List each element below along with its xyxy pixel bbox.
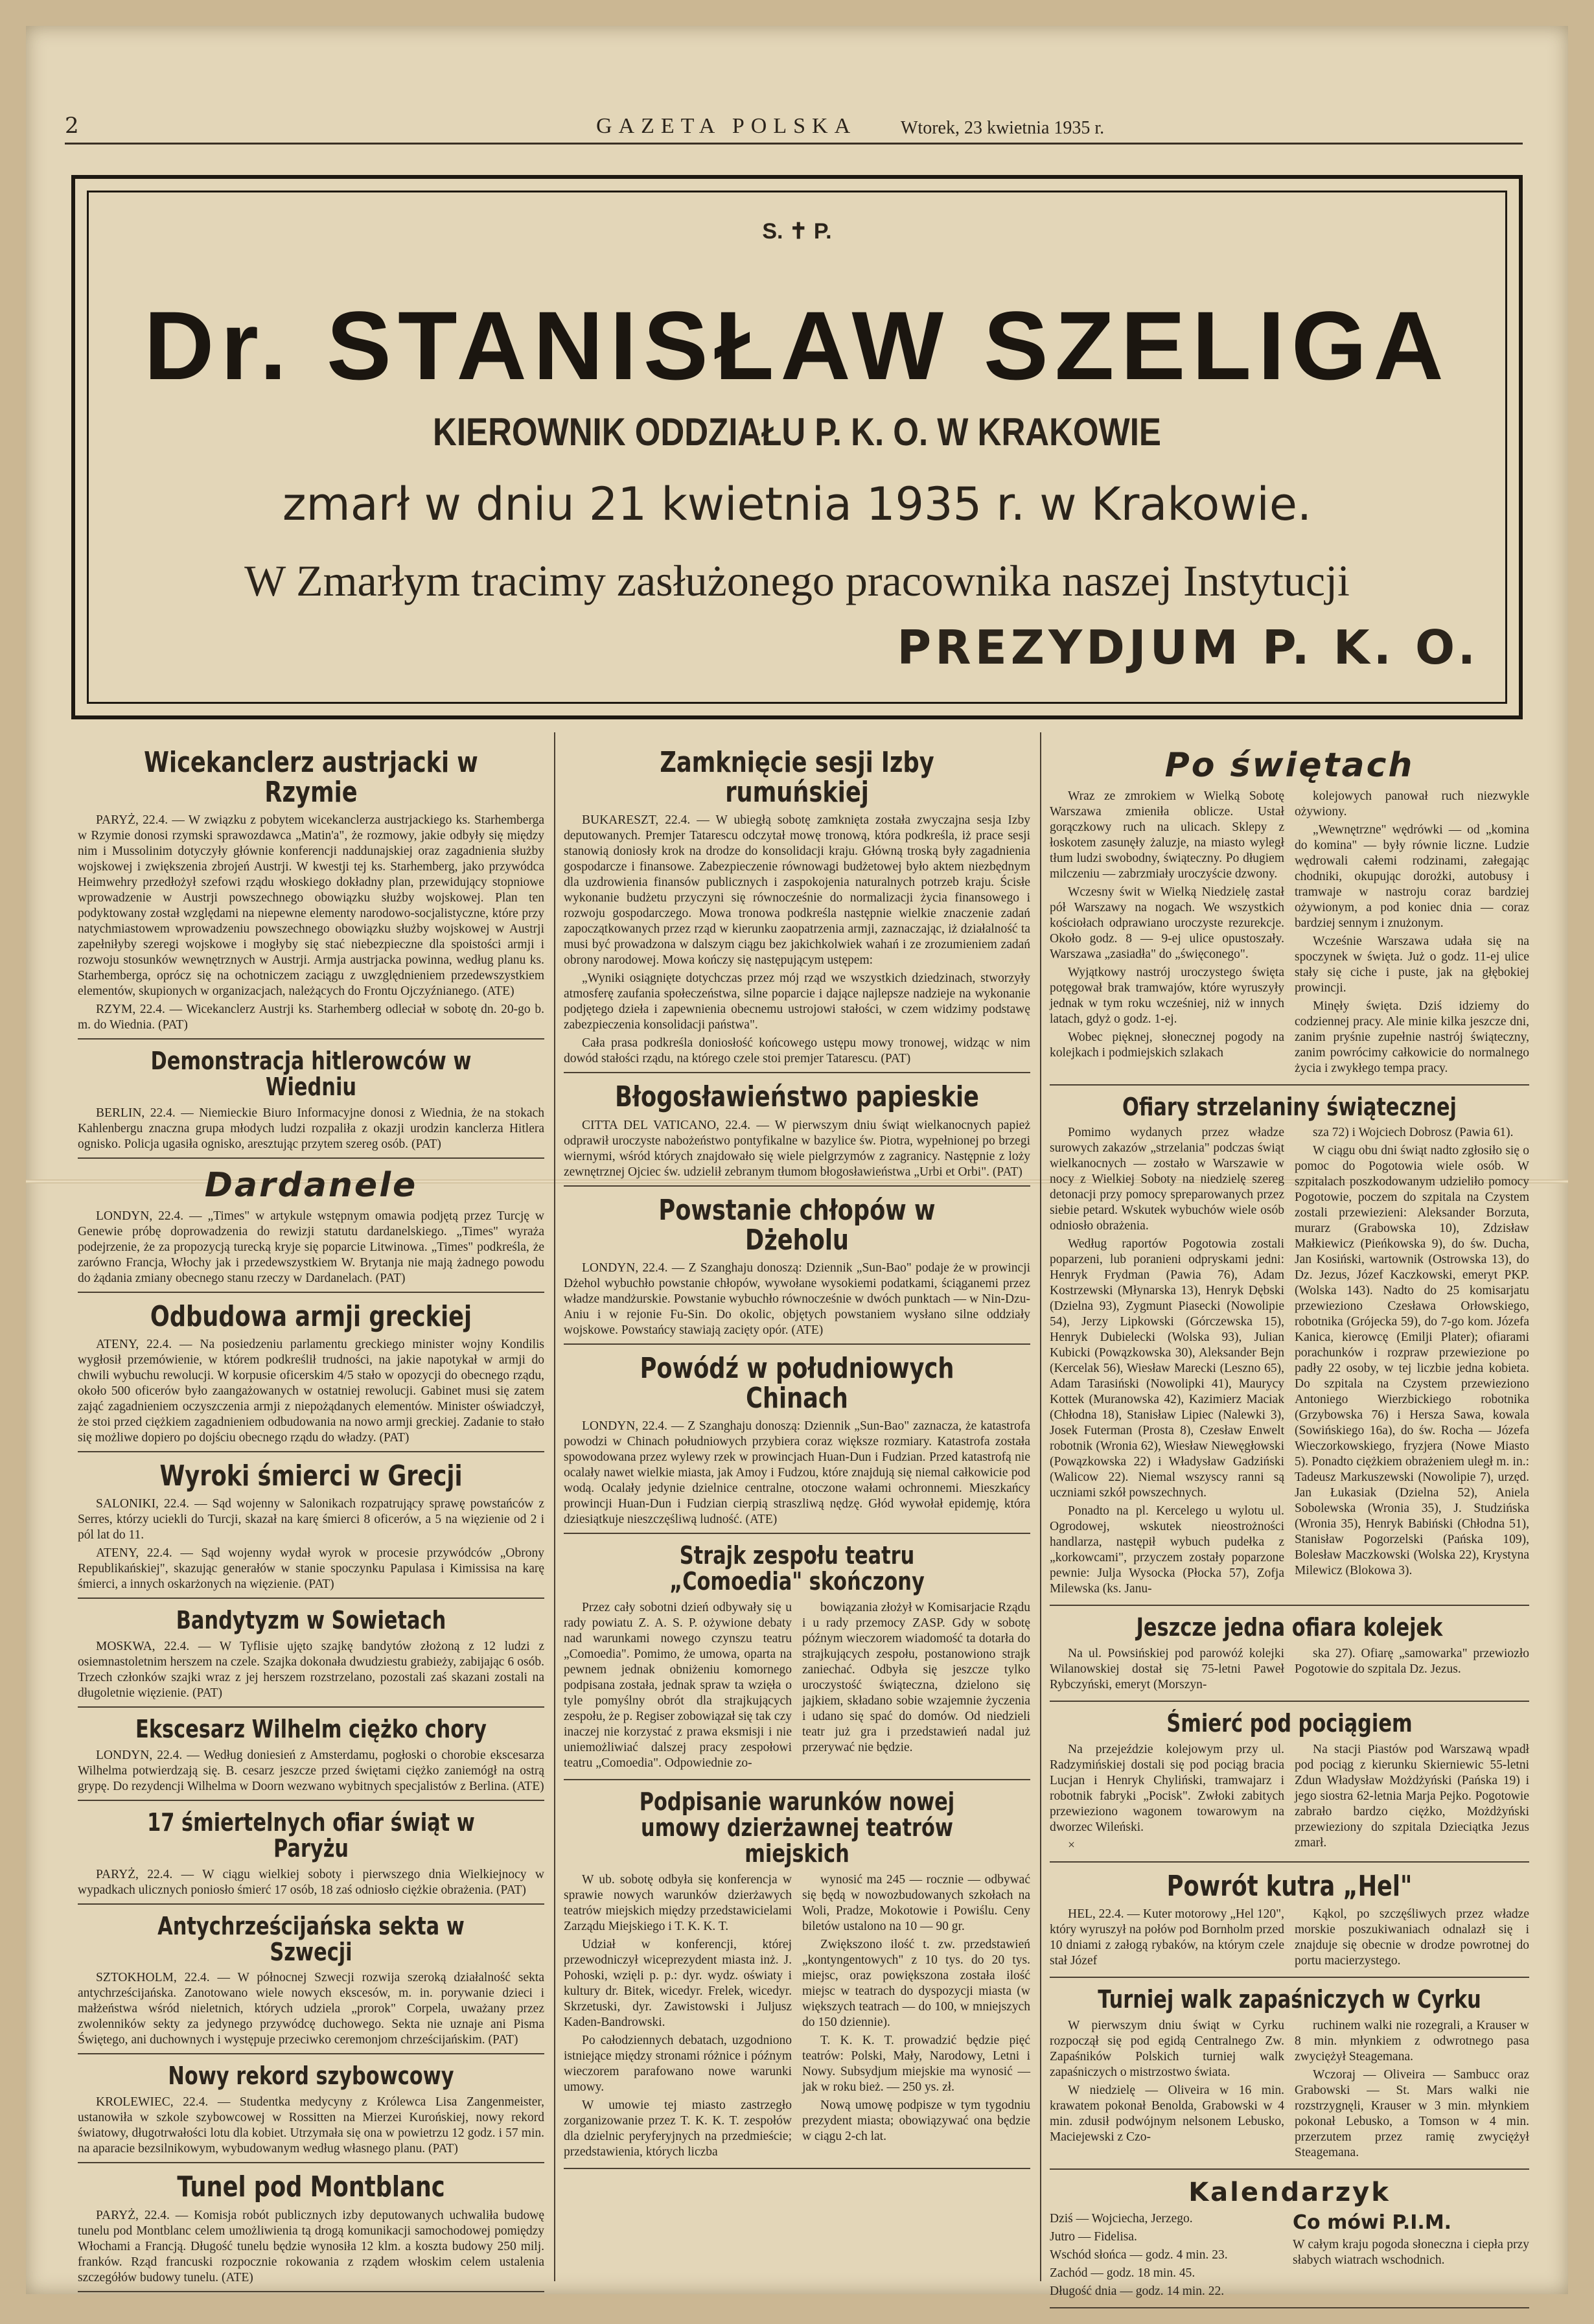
article	[78, 2172, 544, 2285]
article-paragraph: Zwiększono ilość t. zw. przedstawień „kontyngentowych" z 10 tys. do 20 tys. miejsc, oraz powiększona została ilość miejsc w teatrach do dyspozycji miasta (w większych teatrach — do 100, w mniejszych do 150 dziennie).	[802, 1937, 1030, 2029]
article-paragraph: T. K. K. T. prowadzić będzie pięć teatrów: Polski, Mały, Narodowy, Letni i Nowy. Subsydjum miejskie ma wynosić — jak w roku bież. — 250 ys. zł.	[802, 2033, 1030, 2094]
article	[78, 1717, 544, 1795]
article-paragraph: PARYŻ, 22.4. — W związku z pobytem wicekanclerza austrjackiego ks. Starhemberga w Rzymie donosi rzymski sprawozdawca „Matin'a", że rozmowy, jakie odbyły się między nim i Mussolinim dotyczyły głównie konferencji naddunajskiej oraz zagadnienia służby wojskowej i zwiększenia zbrojeń Austrji. W kwestji tej ks. Starhemberg, jako przywódca Heimwehry przedłożył szefowi rządu włoskiego dokładny plan, przewidujący stopniowe wprowadzenie w Austrji powszechnego obowiązku służby wojskowej. Plan ten podyktowany został względami na niepewne elementy narodowo-socjalistyczne, które przy natychmiastowem wprowadzeniu powszechnego obowiązku służby wojskowej w Austrji zapełniłyby szeregi wojskowe i mogłyby się stać niebezpieczne dla spoistości armji i rozwoju stosunków wewnętrznych w Austrji. Armja austrjacka powinna, według planu ks. Starhemberga, oprócz się na ochotniczem zaciągu z uwzględnieniem przedewszystkiem elementów, skupionych w organizacjach, należących do Frontu Ojczyźnianego. (ATE)	[78, 813, 544, 999]
article-headline: Turniej walk zapaśniczych w Cyrku	[1098, 1985, 1481, 2014]
article	[564, 1351, 1030, 1528]
article	[78, 1461, 544, 1592]
article-subcolumn	[1295, 1646, 1529, 1695]
article-divider	[1050, 1701, 1529, 1702]
article-subcolumn	[564, 1600, 792, 1774]
article	[78, 1049, 544, 1152]
article-divider	[1050, 1861, 1529, 1863]
article-subcolumn	[1295, 1907, 1529, 1971]
article-divider	[78, 1706, 544, 1708]
article-subcolumn	[802, 1872, 1030, 2163]
article-paragraph: „Wyniki osiągnięte dotychczas przez mój rząd we wszystkich dziedzinach, stworzyły atmosferę zaufania społeczeństwa, silne poparcie i dające najlepsze nadzieje na wykonanie podjętego dzieła i zapewnienia obecnemu ustrojowi stałości, w czem widzimy podstawę zabezpieczenia konsolidacji państwa".	[564, 971, 1030, 1032]
article-headline: Podpisanie warunków nowej umowy dzierżawnej teatrów miejskich	[639, 1787, 955, 1868]
article	[564, 748, 1030, 1067]
column-2	[564, 739, 1030, 2174]
column-3	[1050, 739, 1529, 2314]
page-number: 2	[65, 113, 79, 139]
article-paragraph: Pomimo wydanych przez władze surowych zakazów „strzelania" podczas świąt wielkanocnych — zostało w Warszawie w nocy z Wielkiej Soboty na niedzielę szereg detonacji przy pomocy spreparowanych przez siebie petard. Wskutek wybuchów wiele osób odniosło obrażenia.	[1050, 1126, 1284, 1233]
article-divider	[564, 2168, 1030, 2169]
article-paragraph: KROLEWIEC, 22.4. — Studentka medycyny z Królewca Lisa Zangenmeister, ustanowiła w szkole szybowcowej w Rossitten na Mierzei Kurońskiej, nowy rekord światowy, długotrwałości lotu dla kobiet. Utrzymała się ona w powietrzu 12 godz. i 57 min. na aparacie bezsilnikowym, wybudowanym według własnego planu. (PAT)	[78, 2095, 544, 2156]
article-divider	[78, 2053, 544, 2054]
article-paragraph: bowiązania złożył w Komisarjacie Rządu i u rady przemocy ZASP. Gdy w sobotę późnym wieczorem wiadomość ta dotarła do strajkujących zespołu, postanowiono strajk zaniechać. Odbyła się jeszcze tylko uroczystość świąteczna, dzielono się jajkiem, składano sobie wzajemnie życzenia i udano się spać do domów. Od niedzieli teatr już gra i przedstawień nadal już przerywać nie będzie.	[802, 1601, 1030, 1755]
article-divider	[78, 2291, 544, 2292]
article-divider	[78, 1800, 544, 1801]
article-headline: Nowy rekord szybowcowy	[168, 2062, 454, 2091]
article-divider	[78, 1292, 544, 1293]
article-subcolumns	[1050, 1125, 1529, 1599]
article-subcolumns	[1050, 1742, 1529, 1856]
article-headline: Powstanie chłopów w Dżeholu	[658, 1193, 936, 1257]
article-subcolumn	[1295, 1125, 1529, 1599]
article-paragraph: ×	[1068, 1839, 1075, 1853]
article-paragraph: CITTA DEL VATICANO, 22.4. — W pierwszym dniu świąt wielkanocnych papież odprawił uroczyste nabożeństwo pontyfikalne w bazylice św. Piotra, wypełnionej po brzegi wiernymi, wśród których znajdowało się wiele pielgrzymów z zagranicy. Następnie z loży zewnętrznej Ojciec św. udzielił zebranym tłumom błogosławieństwa „Urbi et Orbi". (PAT)	[564, 1118, 1030, 1179]
article-headline: Ekscesarz Wilhelm ciężko chory	[135, 1715, 487, 1744]
article-subcolumn	[1295, 2018, 1529, 2163]
calendar-column	[1050, 2211, 1286, 2302]
article	[78, 1911, 544, 2049]
article-paragraph: Przez cały sobotni dzień odbywały się u rady powiatu Z. A. S. P. ożywione debaty nad warunkami nowego czynszu teatru „Comoedia". Pomimo, że umowa, oparta na pewnem jednak obniżeniu komornego podpisana została, jednak spraw ta wzięła o tyle pomyślny obrót dla strajkujących zespołu, że p. Regiser zobowiązał się tak czy inaczej nie korzystać z prawa eksmisji i nie uniemożliwiać dalszej pracy zespołowi teatru „Comoedia". Odpowiednie zo-	[564, 1601, 792, 1771]
article-subcolumn	[1050, 1125, 1284, 1599]
article-divider	[78, 1903, 544, 1905]
article-subcolumns	[1050, 789, 1529, 1079]
article-paragraph: SALONIKI, 22.4. — Sąd wojenny w Salonikach rozpatrujący sprawę powstańców z Serres, którzy uciekli do Turcji, skazał na karę śmierci 8 oficerów, a 5 na więzienie od 2 i pól lat do 11.	[78, 1497, 544, 1542]
article-divider	[564, 1185, 1030, 1187]
article-paragraph: Wcześnie Warszawa udała się na spoczynek w święta. Już o godz. 11-ej ulice stały się ciche i puste, jak na głębokiej prowincji.	[1295, 934, 1529, 995]
article-paragraph: W umowie tej miasto zastrzegło zorganizowanie przez T. K. K. T. zespołów dla dzielnic peryferyjnych na przedmieście; przedstawienia, których liczba	[564, 2098, 792, 2159]
article-headline: Bandytyzm w Sowietach	[176, 1606, 446, 1635]
issue-date: Wtorek, 23 kwietnia 1935 r.	[901, 118, 1105, 138]
article-paragraph: Kąkol, po szczęśliwych przez władze morskie poszukiwaniach odnalazł się i znajduje się obecnie w drodze powrotnej do portu macierzystego.	[1295, 1907, 1529, 1968]
article-headline: Demonstracja hitlerowców w Wiedniu	[150, 1047, 472, 1102]
article-headline: Kalendarzyk	[1188, 2178, 1391, 2208]
article-paragraph: SZTOKHOLM, 22.4. — W północnej Szwecji rozwija szeroką działalność sekta antychrześcijańska. Zanotowano wiele nowych ekscesów, m. in. porywanie dzieci i małżeństwa wśród nieletnich, których udziela „prorok" Corpela, uważany przez zwolenników sekty za jedynego przywódcę duchowego. Sekta nie uznaje ani Pisma Świętego, ani duchownych i występuje przeciwko ceremonjom chrześcijańskim. (PAT)	[78, 1971, 544, 2047]
calendar-line: Długość dnia — godz. 14 min. 22.	[1050, 2284, 1225, 2299]
article-paragraph: Minęły święta. Dziś idziemy do codziennej pracy. Ale minie kilka jeszcze dni, zanim pryśnie zupełnie nastrój świąteczny, zanim powrócimy całkowicie do normalnego życia i zwykłego tempa pracy.	[1295, 999, 1529, 1075]
article	[1050, 2179, 1529, 2302]
calendar-line: Dziś — Wojciecha, Jerzego.	[1050, 2212, 1193, 2226]
article-subcolumn	[1295, 1742, 1529, 1856]
article-paragraph: „Wewnętrzne" wędrówki — od „komina do komina" — były równie liczne. Ludzie wędrowali całemi rodzinami, załegając chodniki, okupując dorożki, autobusy i tramwaje w nastroju coraz bardziej ożywionym, a pod koniec dnia — coraz bardziej sennym i znużonym.	[1295, 822, 1529, 930]
article-headline: Powódź w południowych Chinach	[640, 1351, 954, 1415]
article-paragraph: PARYŻ, 22.4. — Komisja robót publicznych izby deputowanych uchwaliła budowę tunelu pod Montblanc celem umożliwienia tą drogą komunikacji samochodowej pomiędzy Włochami a Francją. Długość tunelu będzie wynosiła 12 klm. a koszta budowy 250 milj. franków. Rząd francuski rozpocznie rokowania z rządem włoskim celem ustalenia szczegółów budowy tunelu. (ATE)	[78, 2208, 544, 2284]
calendar-line: W całym kraju pogoda słoneczna i ciepła przy słabych wiatrach wschodnich.	[1293, 2238, 1529, 2268]
article-subcolumns	[1050, 1907, 1529, 1971]
article-paragraph: HEL, 22.4. — Kuter motorowy „Hel 120", który wyruszył na połów pod Bornholm przed 10 dniami z załogą rybaków, na którym czele stał Józef	[1050, 1907, 1284, 1968]
tribute-line: W Zmarłym tracimy zasłużonego pracownika naszej Instytucji	[244, 556, 1350, 605]
column-1	[78, 739, 544, 2297]
obituary-notice	[71, 175, 1523, 719]
article-paragraph: LONDYN, 22.4. — Według doniesień z Amsterdamu, pogłoski o chorobie ekscesarza Wilhelma potwierdzają się. B. cesarz jeszcze przed świętami ciężko zaniemógł na ostrą grypę. Do rezydencji Wilhelma w Doorn wezwano wybitnych specjalistów z Berlina. (ATE)	[78, 1748, 544, 1793]
article-headline: Strajk zespołu teatru „Comoedia" skończony	[669, 1541, 925, 1596]
article	[564, 1789, 1030, 2163]
calendar-line: Zachód — godz. 18 min. 45.	[1050, 2266, 1196, 2281]
article-headline: Błogosławieństwo papieskie	[615, 1080, 979, 1114]
article-paragraph: W niedzielę — Oliveira w 16 min. krawatem pokonał Benolda, Grabowski w 4 min. zdusił podwójnym nelsonem Lebusko, Maciejewski z Czo-	[1050, 2084, 1284, 2144]
article-paragraph: Ponadto na pl. Kercelego u wylotu ul. Ogrodowej, wskutek nieostrożności handlarza, następił wybuch pudełka z „korkowcami", przyczem zostały poparzone pewnie: Julja Wysocka (Płocka 57), Zofja Milewska (ks. Janu-	[1050, 1504, 1284, 1596]
article-paragraph: RZYM, 22.4. — Wicekanclerz Austrji ks. Starhemberg odleciał w sobotę dn. 20-go b. m. do Wiednia. (PAT)	[78, 1003, 544, 1032]
article-subcolumn	[564, 1872, 792, 2163]
article-paragraph: Wobec pięknej, słonecznej pogody na kolejkach i podmiejskich szlakach	[1050, 1030, 1284, 1060]
article-paragraph: kolejowych panował ruch niezwykle ożywiony.	[1295, 789, 1529, 819]
article-paragraph: Na stacji Piastów pod Warszawą wpadł pod pociąg z kierunku Skierniewic 55-letni Zdun Władysław Możdżyński (Pańska 19) i jego siostra 62-letnia Marja Pejko. Pogotowie zabrało bardzo ciężko, Możdżyński przewieziony do szpitala Dzieciątka Jezus zmarł.	[1295, 1743, 1529, 1850]
obituary-sp: S. ✝ P.	[762, 219, 832, 244]
article-paragraph: BUKARESZT, 22.4. — W ubiegłą sobotę zamknięta została zwyczajna sesja Izby deputowanych. Premjer Tatarescu odczytał mowę tronową, która podkreśla, iż prace sesji stanowią doniosły krok na drodze do konsolidacji kraju. Główną troską były zagadnienia gospodarcze i finansowe. Zabezpieczenie równowagi budżetowej było aktem niezbędnym dla uzdrowienia finansów publicznych i zaspokojenia naturalnych potrzeb kraju. Ścisłe wykonanie budżetu przyczyni się równocześnie do normalizacji życia finansowego i rozwoju gospodarczego. Mowa tronowa podkreśla następnie wielkie znaczenie zadań zapoczątkowanych przez rząd w kierunku zaopatrzenia armji, zaznaczając, iż działalność ta musi być prowadzona w dalszym ciągu bez jakichkolwiek wahań i ze zrozumieniem zadań obrony narodowej. Mowa kończy się następującym ustępem:	[564, 813, 1030, 968]
article	[78, 2063, 544, 2157]
article-paragraph: LONDYN, 22.4. — Z Szanghaju donoszą: Dziennik „Sun-Bao" zaznacza, że katastrofa powodzi w Chinach południowych przybiera coraz większe rozmiary. Katastrofa została spowodowana przez wylewy rzek w prowincjach Huan-Dun i Fudzian. Przed katastrofą nie ocalały nawet wielkie miasta, jak Amoy i Fudzou, które znajdują się niemal całkowicie pod wodą. Ocalały jedynie dzielnice centralne, otoczone wałami ochronnemi. Mieszkańcy prowincji Huan-Dun i Fudzian cierpią straszliwą nędzę. Głód wywołał epidemję, która dziesiątkuje nieszczęśliwą ludność. (ATE)	[564, 1419, 1030, 1527]
article-headline: 17 śmiertelnych ofiar świąt w Paryżu	[147, 1807, 475, 1863]
article-subcolumns	[1050, 1646, 1529, 1695]
column-rule	[554, 732, 555, 2281]
article-subcolumn	[1050, 1646, 1284, 1695]
article-subcolumn	[1295, 789, 1529, 1079]
article-subcolumns	[564, 1600, 1030, 1774]
article-paragraph: ATENY, 22.4. — Sąd wojenny wydał wyrok w procesie przywódców „Obrony Republikańskiej", skazując generałów w stanie spoczynku Papulasa i Kimissisa na karę śmierci, a innych oskarżonych na więzienie. (PAT)	[78, 1546, 544, 1592]
article-divider	[78, 1157, 544, 1159]
article	[78, 1168, 544, 1286]
article	[78, 748, 544, 1033]
article-headline: Zamknięcie sesji Izby rumuńskiej	[660, 746, 934, 809]
article-divider	[1050, 1605, 1529, 1606]
article-divider	[78, 1451, 544, 1452]
article-headline: Wicekanclerz austrjacki w Rzymie	[144, 746, 478, 809]
article-subcolumns	[564, 1872, 1030, 2163]
article-divider	[564, 1072, 1030, 1073]
article	[78, 1299, 544, 1446]
article	[78, 1807, 544, 1898]
article	[1050, 1987, 1529, 2163]
article-divider	[1050, 1084, 1529, 1086]
article	[78, 1608, 544, 1701]
article-headline: Ofiary strzelaniny świątecznej	[1122, 1092, 1457, 1121]
article-subcolumn	[1050, 1742, 1284, 1856]
calendar-line: Co mówi P.I.M.	[1293, 2211, 1452, 2235]
article-subcolumn	[1050, 2018, 1284, 2163]
article-paragraph: sza 72) i Wojciech Dobrosz (Pawia 61).	[1313, 1126, 1514, 1140]
article-headline: Antychrześcijańska sekta w Szwecji	[157, 1911, 465, 1966]
death-date: zmarł w dniu 21 kwietnia 1935 r. w Krakowie.	[282, 478, 1312, 531]
article-paragraph: W ub. sobotę odbyła się konferencja w sprawie nowych warunków dzierżawych teatrów miejskich między przedstawicielami Zarządu Miejskiego i T. K. K. T.	[564, 1872, 792, 1933]
article-divider	[564, 1533, 1030, 1534]
article-subcolumn	[1050, 1907, 1284, 1971]
article-paragraph: ska 27). Ofiarę „samowarka" przewiozło Pogotowie do szpitala Dz. Jezus.	[1295, 1647, 1529, 1677]
article-paragraph: MOSKWA, 22.4. — W Tyflisie ujęto szajkę bandytów złożoną z 12 ludzi z osiemnastoletnim herszem na czele. Szajka dokonała dwudziestu grabieży, zabijając 6 osób. Trzech członków szajki wraz z jej herszem rozstrzelano, pozostali zaś skazani zostali na długoletnie więzienie. (PAT)	[78, 1640, 544, 1701]
deceased-name: Dr. STANISŁAW SZELIGA	[144, 291, 1450, 400]
article-subcolumn	[802, 1600, 1030, 1774]
article-divider	[78, 2162, 544, 2163]
article-headline: Powrót kutra „Hel"	[1166, 1870, 1413, 1903]
article-paragraph: ruchinem walki nie rozegrali, a Krauser w 8 min. młynkiem z odwrotnego pasa zwyciężył Steagemana.	[1295, 2019, 1529, 2064]
article-paragraph: Wraz ze zmrokiem w Wielką Sobotę Warszawa zmieniła oblicze. Ustał gorączkowy ruch na ulicach. Sklepy z łoskotem zasunęły żaluzje, na miasto wyległ tłum ludzi swobodny, świąteczny. Po długiem milczeniu — zabrzmiały uroczyście dzwony.	[1050, 789, 1284, 881]
article	[564, 1082, 1030, 1179]
article	[1050, 1711, 1529, 1856]
signed-by: PREZYDJUM P. K. O.	[897, 620, 1479, 675]
article-paragraph: Na ul. Powsińskiej pod parowóź kolejki Wilanowskiej dostał się 75-letni Paweł Rybczyński, emeryt (Morszyn-	[1050, 1647, 1284, 1692]
article-paragraph: wynosić ma 245 — rocznie — odbywać się będą w nowozbudowanych szkołach na Woli, Pradze, Mokotowie i Powiślu. Ceny biletów ustalono na 10 — 90 gr.	[802, 1872, 1030, 1933]
article-paragraph: BERLIN, 22.4. — Niemieckie Biuro Informacyjne donosi z Wiednia, że na stokach Kahlenbergu znaczna grupa młodych ludzi rozpaliła z okazji urodzin kanclerza Hitlera ognisko. Policja ugasiła ognisko, aresztując przytem szereg osób. (PAT)	[78, 1106, 544, 1152]
article	[1050, 1092, 1529, 1600]
calendar-line: Jutro — Fidelisa.	[1050, 2230, 1137, 2244]
newspaper-title: GAZETA POLSKA	[596, 114, 857, 138]
article-paragraph: W ciągu obu dni świąt nadto zgłosiło się o pomoc do Pogotowia wiele osób. W szpitalach poszkodowanym udzieliło pomocy Pogotowie, poczem do szpitala na Czystem zostali przewiezieni: Aleksander Borzuta, murarz (Grabowska 10), Zdzisław Małkiewicz (Pieńkowska 9), do św. Ducha, Jan Kosiński, wartownik (Ostrowska 13), do Dz. Jezus, Józef Kaczkowski, emeryt PKP. (Wolska 143). Nadto do 25 komisarjatu przewieziono Czesława Orłowskiego, robotnika (Grójecka 59), do 7-go kom. Józefa Kanica, kierowcę (Emilji Plater); ofiarami porachunków i rozpraw przewiezione po padły 22 osoby, w tej liczbie jedna kobieta. Do szpitala na Czystem przewieziono Antoniego Wierzbickiego robotnika (Grzybowska 76) i Hersza Sawa, kowala (Sowińskiego 16a), do św. Rocha — Józefa Wieczorkowskiego, fryzjera (Nowe Miasto 5). Ponadto ciężkiem obrażeniem uległ m. in.: Tadeusz Markuszewski (Nowolipie 7), urzęd. Jan Łukasiak (Dzielna 52), Aniela Sobolewska (Wronia 35), J. Studzińska (Wronia 35), Henryk Babiński (Chłodna 51), Stanisław Pogorzelski (Pańska 109), Bolesław Maczkowski (Wolska 22), Krystyna Milewicz (Blokowa 3).	[1295, 1144, 1529, 1578]
article-paragraph: Nową umowę podpisze w tym tygodniu prezydent miasta; obowiązywać ona będzie w ciągu 2-ch lat.	[802, 2098, 1030, 2143]
article-paragraph: ATENY, 22.4. — Na posiedzeniu parlamentu greckiego minister wojny Kondilis wygłosił przemówienie, w którem podkreślił trudności, na jakie napotykał w armji do chwili wybuchu rewolucji. W korpusie oficerskim 4/5 stało w opozycji do obecnego rządu, około 500 oficerów było zaangażowanych w ostatniej rewolucji. Gabinet musi się zatem zająć zagadnieniem oczyszczenia armji z niepożądanych elementów. Minister oświadczył, że stoi przed ciężkiem zagadnieniem odbudowania na nowo armji greckiej. Zadanie to stało się możliwe dopiero po dojściu obecnego rządu do władzy. (PAT)	[78, 1337, 544, 1445]
article-headline: Odbudowa armji greckiej	[150, 1299, 472, 1333]
article-subcolumn	[1050, 789, 1284, 1079]
article-headline: Po świętach	[1164, 746, 1415, 785]
article-divider	[1050, 2168, 1529, 2170]
article-paragraph: Wczoraj — Oliveira — Sambucc oraz Grabowski — St. Mars walki nie rozstrzygnęli, Krauser w 3 min. młynkiem pokonał Lebusko, a Tomson w 4 min. przerzutem przez ramię zwyciężył Steagemana.	[1295, 2068, 1529, 2160]
article	[1050, 1615, 1529, 1695]
article-paragraph: Po całodziennych debatach, uzgodniono istniejące między stronami różnice i późnym wieczorem parafowano nowe warunki umowy.	[564, 2033, 792, 2094]
article-divider	[78, 1598, 544, 1599]
article-paragraph: Według raportów Pogotowia zostali poparzeni, lub poranieni odpryskami jedni: Henryk Frydman (Pawia 76), Adam Kostrzewski (Młynarska 13), Henryk Dębski (Dzielna 93), Zygmunt Piasecki (Nowolipie 54), Jerzy Lipkowski (Górczewska 15), Henryk Dubielecki (Wolska 93), Julian Kubicki (Powązkowska 30), Aleksander Bejn (Kercelak 56), Wiesław Marecki (Leszno 65), Adam Tarasiński (Nowolipki 41), Maurycy Kottek (Muranowska 42), Kazimierz Maciak (Chłodna 18), Stanisław Lipiec (Nalewki 3), Josek Futerman (Prosta 8), Czesław Enwelt robotnik (Wronia 62), Wiesław Niewęgłowski (Powązkowska 22) i Władysław Gadziński (Walicow 22). Niemal wszyscy ranni są uczniami szkół powszechnych.	[1050, 1237, 1284, 1500]
article	[564, 1193, 1030, 1338]
article-headline: Jeszcze jedna ofiara kolejek	[1136, 1613, 1443, 1642]
article-paragraph: Udział w konferencji, której przewodniczył wiceprezydent miasta inż. J. Pohoski, wzięli p. p.: dyr. wydz. oświaty i kultury dr. Bitek, wicedyr. Frelek, wicedyr. Skrzetuski, dyr. Zawistowski i Juljusz Kaden-Bandrowski.	[564, 1937, 792, 2029]
article-divider	[564, 1343, 1030, 1345]
column-rule	[1040, 732, 1041, 2281]
obituary-inner-frame	[87, 191, 1507, 704]
article-divider	[1050, 2307, 1529, 2308]
newspaper-page	[26, 26, 1568, 2299]
article-headline: Śmierć pod pociągiem	[1166, 1709, 1413, 1738]
masthead	[65, 104, 1523, 145]
article-paragraph: Wczesny świt w Wielką Niedzielę zastał pół Warszawy na nogach. We wszystkich kościołach odprawiano uroczyste rezurekcje. Około godz. 8 — 9-ej ulice opustoszały. Warszawa „zasiadła" do „święconego".	[1050, 885, 1284, 961]
calendar-column	[1293, 2211, 1529, 2302]
article-headline: Dardanele	[204, 1166, 418, 1205]
article-paragraph: W pierwszym dniu świąt w Cyrku rozpoczął się pod egidą Centralnego Zw. Zapaśników Polskich turniej walk zapaśniczych o mistrzostwo świata.	[1050, 2019, 1284, 2080]
article-divider	[1050, 1977, 1529, 1978]
article	[1050, 1872, 1529, 1971]
article	[564, 1543, 1030, 1774]
article-paragraph: Na przejeździe kolejowym przy ul. Radzymińskiej dostali się pod pociąg bracia Lucjan i Henryk Chyliński, tramwajarz i robotnik fabryki „Pocisk". Zwłoki zabitych przewieziono wagonem towarowym na dworzec Wileński.	[1050, 1743, 1284, 1835]
article-paragraph: Wyjątkowy nastrój uroczystego święta potęgował brak tramwajów, które wyruszyły jednak w tym roku wcześniej, niż w innych latach, gdyż o godz. 1-ej.	[1050, 965, 1284, 1026]
article-divider	[78, 1038, 544, 1040]
article-divider	[564, 1779, 1030, 1780]
article-headline: Tunel pod Montblanc	[177, 2170, 445, 2204]
article	[1050, 748, 1529, 1079]
article-paragraph: LONDYN, 22.4. — Z Szanghaju donoszą: Dziennik „Sun-Bao" podaje że w prowincji Dżehol wybuchło powstanie chłopów, wywołane wysokiemi podatkami, ściąganemi przez władze mandżurskie. Powstanie wybuchło równocześnie w dwóch punktach — w Nin-Dzu-Aniu i w rejonie Fu-Sin. Do okolic, objętych powstaniem wysłano silne oddziały wojskowe. Powstańcy stawiają zacięty opór. (ATE)	[564, 1261, 1030, 1337]
article-paragraph: PARYŻ, 22.4. — W ciągu wielkiej soboty i pierwszego dnia Wielkiejnocy w wypadkach ulicznych poniosło śmierć 17 osób, 18 zaś odniosło ciężkie obrażenia. (PAT)	[78, 1867, 544, 1897]
article-paragraph: LONDYN, 22.4. — „Times" w artykule wstępnym omawia podjętą przez Turcję w Genewie próbę doprowadzenia do rewizji statutu dardanelskiego. „Times" wyraża podejrzenie, że za propozycją turecką kryje się poparcie Litwinowa. „Times" podkreśla, że zarówno Francja, Włochy jak i przedewszystkiem W. Brytanja nie mają żadnego powodu do żądania zmiany obecnego stanu rzeczy w Dardanelach. (PAT)	[78, 1209, 544, 1285]
deceased-position: KIEROWNIK ODDZIAŁU P. K. O. W KRAKOWIE	[433, 410, 1161, 454]
article-headline: Wyroki śmierci w Grecji	[159, 1459, 463, 1493]
calendar-box	[1050, 2211, 1529, 2302]
calendar-line: Wschód słońca — godz. 4 min. 23.	[1050, 2248, 1228, 2262]
article-subcolumns	[1050, 2018, 1529, 2163]
article-paragraph: Cała prasa podkreśla doniosłość końcowego ustępu mowy tronowej, widząc w nim dowód stałości rządu, na którego czele stoi premjer Tatarescu. (PAT)	[564, 1036, 1030, 1066]
